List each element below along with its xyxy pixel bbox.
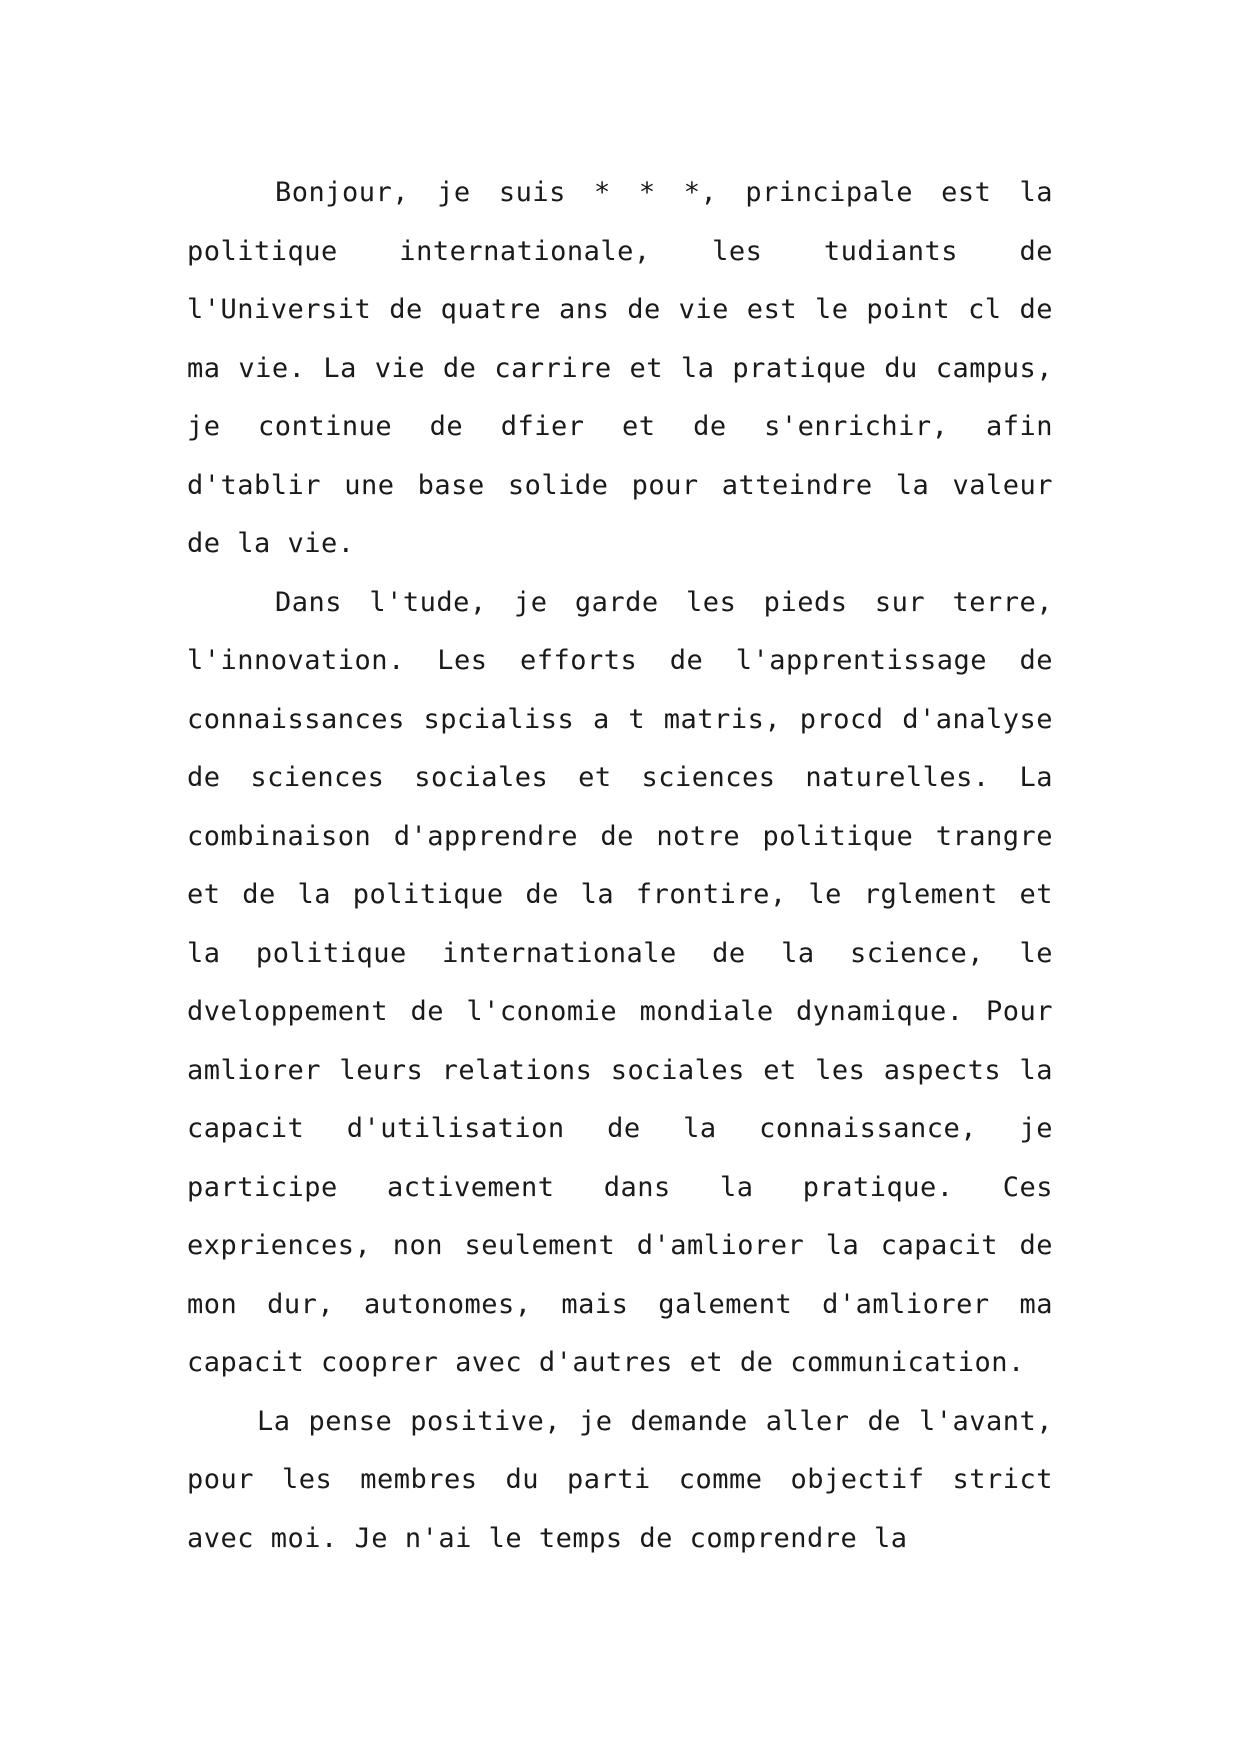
- paragraph-3: La pense positive, je demande aller de l'avant, pour les membres du parti comme objectif strict avec moi. Je n'ai le temps de comprendre la: [187, 1405, 1053, 1554]
- paragraph-1: Bonjour, je suis * * *, principale est la politique internationale, les tudiants de l'Universit de quatre ans de vie est le point cl de ma vie. La vie de carrire et la pratique du campus, je continue de dfier et de s'enrichir, afin d'tablir une base solide pour atteindre la valeur de la vie.: [187, 177, 1053, 559]
- document-body: [187, 164, 1053, 1568]
- paragraph-2: Dans l'tude, je garde les pieds sur terre, l'innovation. Les efforts de l'apprentissage de connaissances spcialiss a t matris, procd d'analyse de sciences sociales et sciences naturelles. La combinaison d'apprendre de notre politique trangre et de la politique de la frontire, le rglement et la politique internationale de la science, le dveloppement de l'conomie mondiale dynamique. Pour amliorer leurs relations sociales et les aspects la capacit d'utilisation de la connaissance, je participe activement dans la pratique. Ces expriences, non seulement d'amliorer la capacit de mon dur, autonomes, mais galement d'amliorer ma capacit cooprer avec d'autres et de communication.: [187, 586, 1053, 1378]
